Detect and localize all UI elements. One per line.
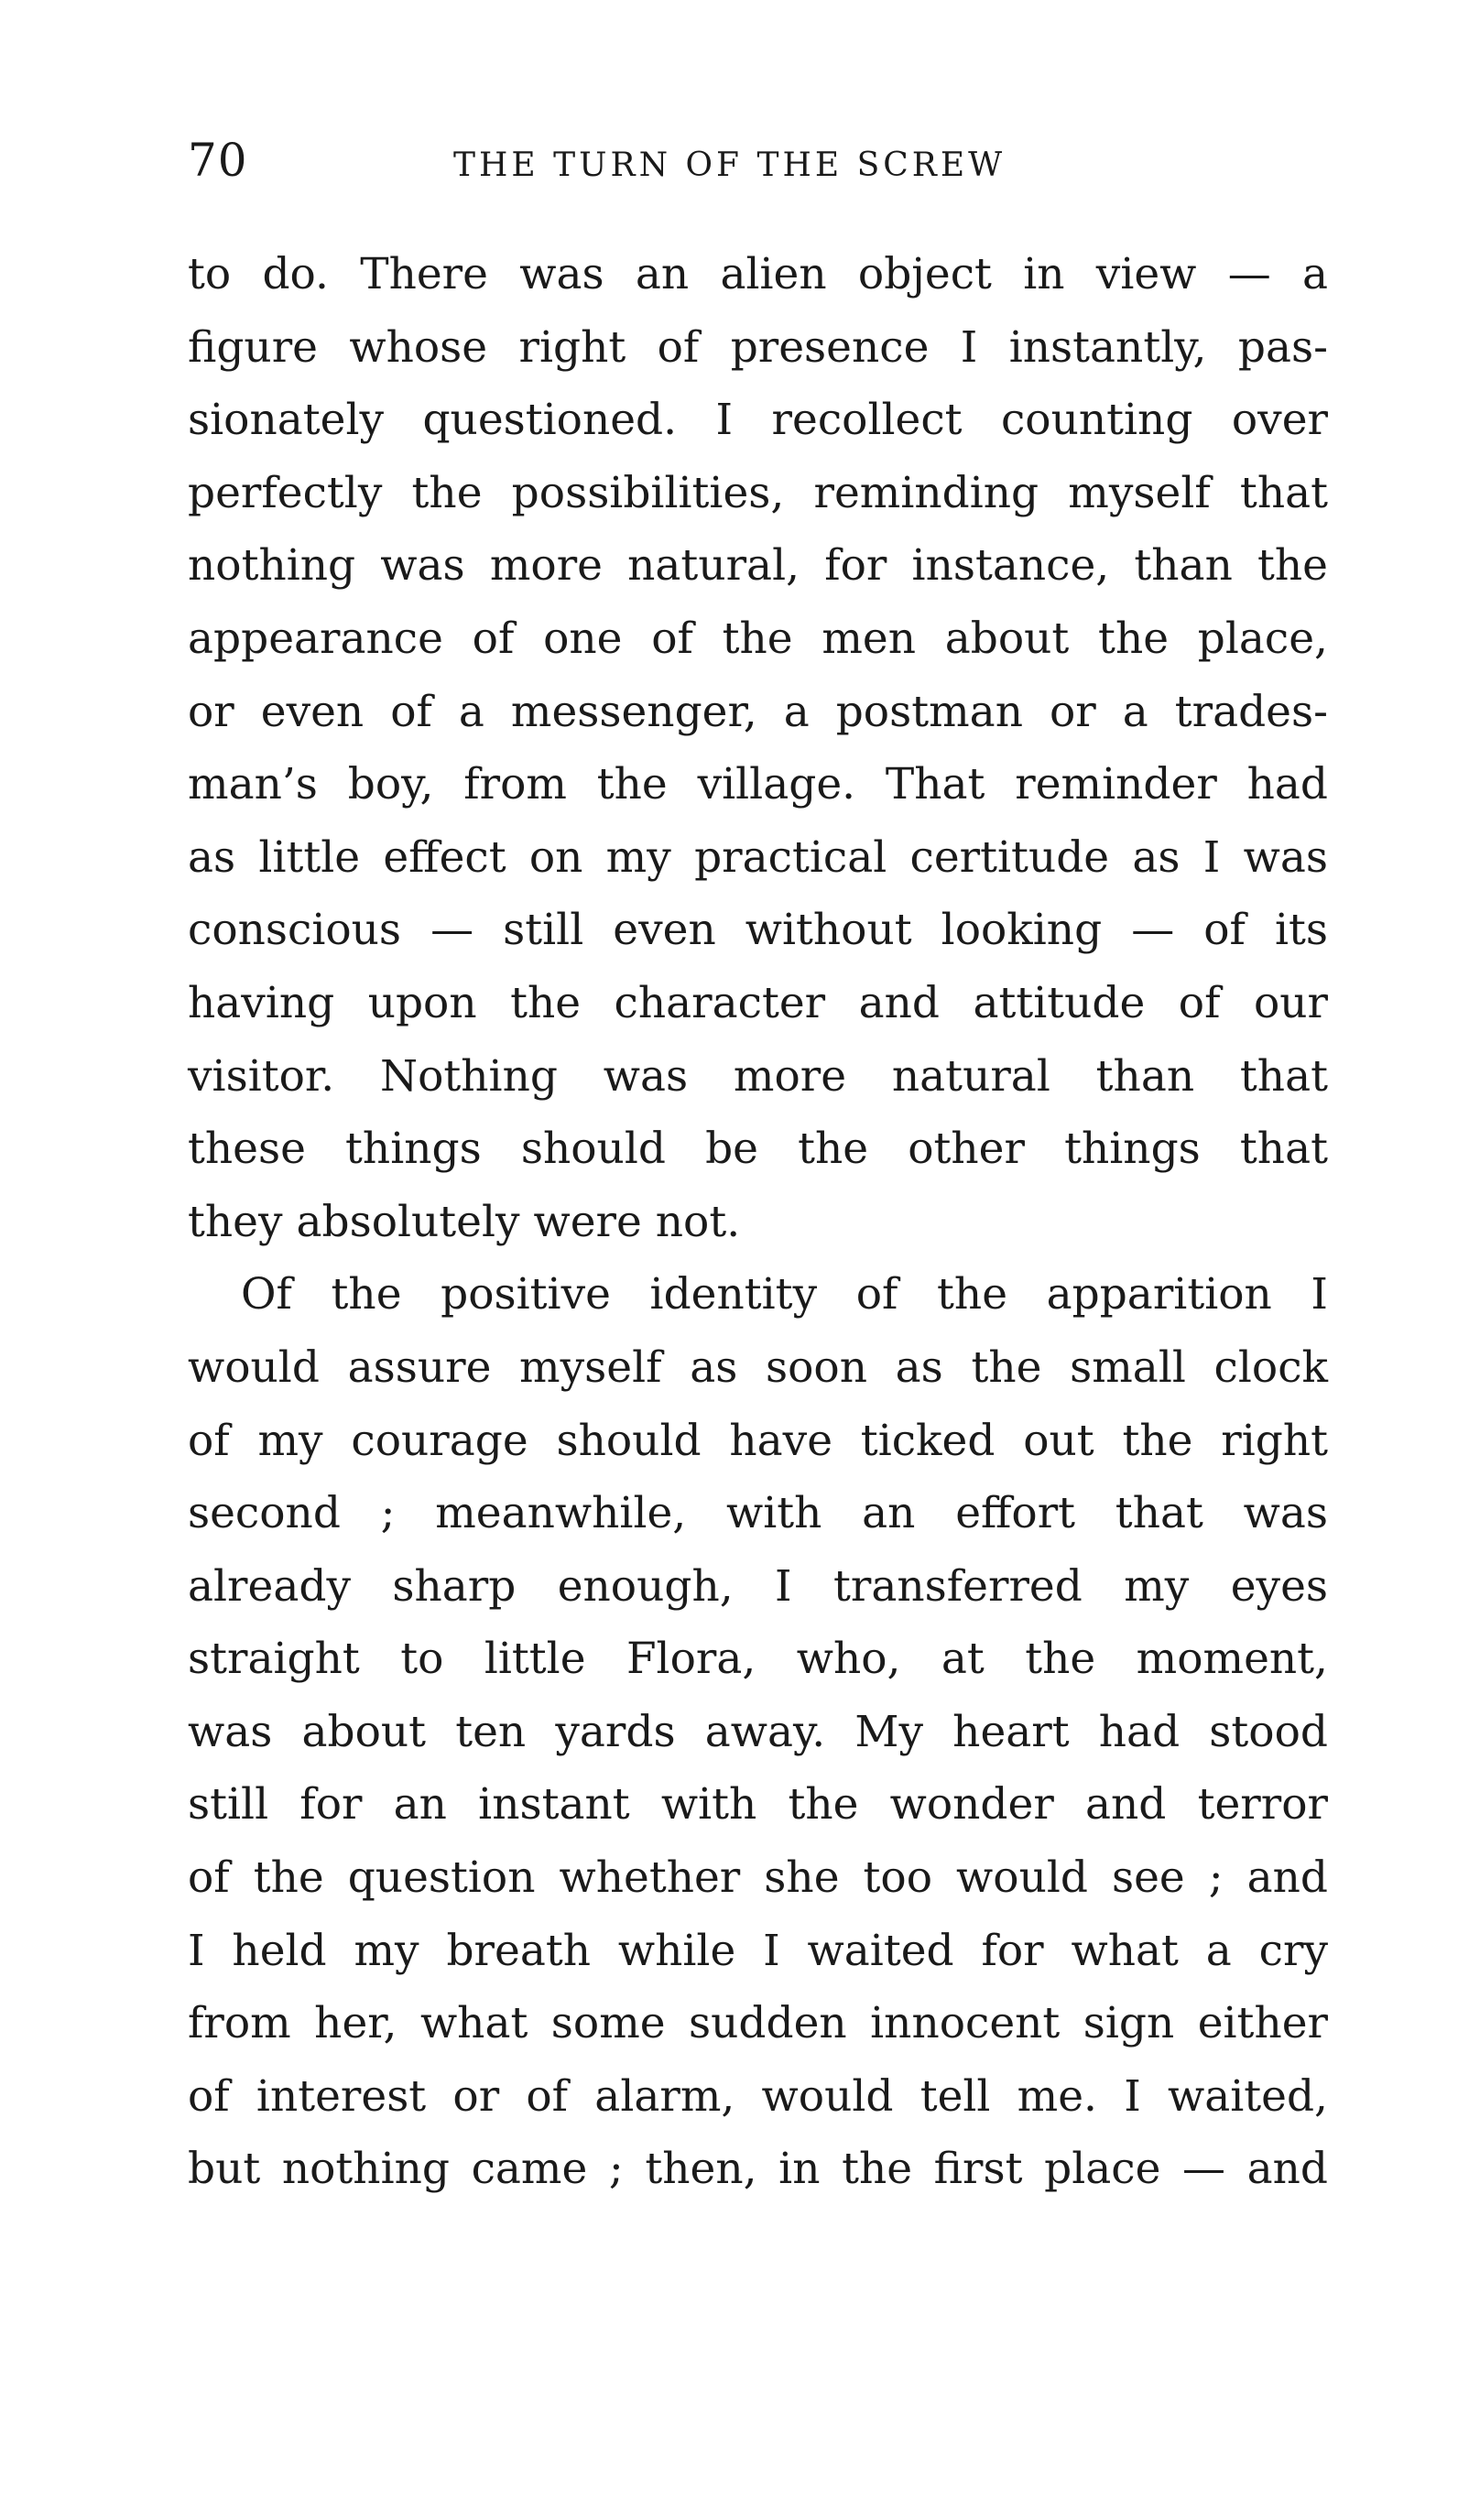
text-line: they absolutely were not. [188,1196,741,1247]
text-line: man’s boy, from the village. That reminder had [188,759,1328,810]
page-number: 70 [188,134,248,187]
paragraph [188,1258,1328,2206]
body-text [188,238,1328,2206]
running-title: THE TURN OF THE SCREW [453,147,1006,184]
text-line: straight to little Flora, who, at the moment, [188,1634,1328,1685]
text-line: sionately questioned. I recollect counting over [188,395,1328,446]
running-head [188,128,1333,192]
text-line: second ; meanwhile, with an effort that was [188,1488,1328,1539]
text-line: perfectly the possibilities, reminding myself that [188,467,1328,518]
text-line: of interest or of alarm, would tell me. I waited, [188,2070,1328,2122]
text-line: appearance of one of the men about the place, [188,613,1328,664]
text-line: I held my breath while I waited for what a cry [188,1925,1328,1976]
text-line: but nothing came ; then, in the first place — and [188,2144,1328,2195]
text-line: would assure myself as soon as the small clock [188,1341,1328,1393]
text-line: conscious — still even without looking — of its [188,905,1328,956]
text-line: nothing was more natural, for instance, than the [188,540,1328,592]
text-line: already sharp enough, I transferred my eyes [188,1560,1328,1612]
text-line: was about ten yards away. My heart had stood [188,1706,1328,1757]
text-line: visitor. Nothing was more natural than that [188,1050,1328,1102]
paragraph [188,238,1328,1258]
text-line: or even of a messenger, a postman or a trades- [188,686,1328,737]
text-line: of my courage should have ticked out the right [188,1415,1328,1466]
text-line: figure whose right of presence I instantly, pas- [188,321,1328,373]
text-line: as little effect on my practical certitude as I was [188,831,1328,883]
text-line: to do. There was an alien object in view — a [188,249,1328,299]
text-line: having upon the character and attitude of our [188,977,1328,1028]
text-line: from her, what some sudden innocent sign either [188,1998,1328,2049]
text-line: of the question whether she too would see ; and [188,1852,1328,1904]
text-line: Of the positive identity of the apparition I [241,1269,1328,1320]
text-line: still for an instant with the wonder and terror [188,1779,1328,1830]
text-line: these things should be the other things that [188,1124,1328,1175]
